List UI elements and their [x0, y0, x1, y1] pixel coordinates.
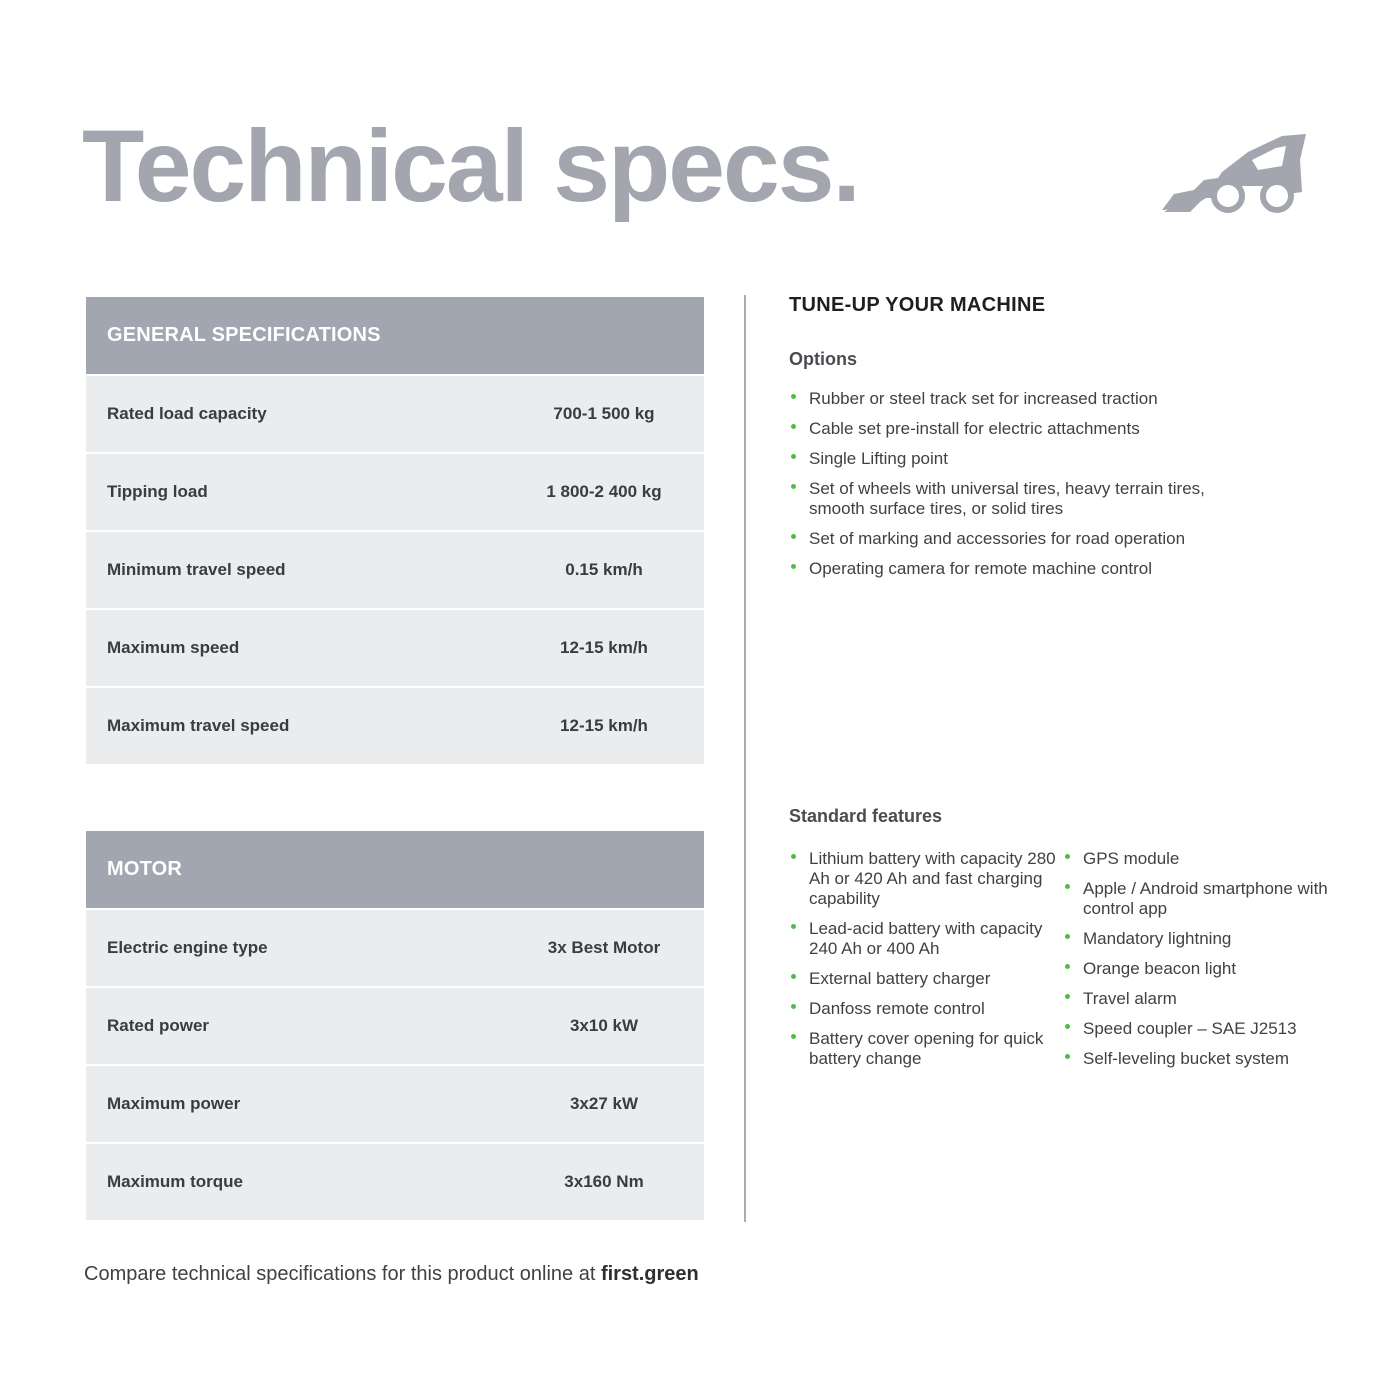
table-heading: GENERAL SPECIFICATIONS	[86, 297, 704, 374]
list-item: Set of wheels with universal tires, heavy terrain tires, smooth surface tires, or solid tires	[789, 479, 1249, 519]
table-row	[86, 532, 704, 608]
options-heading: Options	[789, 349, 857, 369]
spec-value: 3x160 Nm	[564, 1172, 644, 1191]
list-item: Battery cover opening for quick battery change	[789, 1029, 1057, 1069]
table-row	[86, 1066, 704, 1142]
table-row	[86, 610, 704, 686]
list-item: Set of marking and accessories for road operation	[789, 529, 1249, 549]
options-list	[789, 389, 1249, 589]
spec-value: 3x10 kW	[569, 1016, 639, 1035]
table-row	[86, 454, 704, 530]
spec-value: 12-15 km/h	[560, 638, 648, 657]
list-item: Apple / Android smartphone with control app	[1063, 879, 1353, 919]
page-title: Technical specs.	[82, 109, 859, 223]
table-row	[86, 910, 704, 986]
table-row	[86, 688, 704, 764]
list-item: Lithium battery with capacity 280 Ah or 420 Ah and fast charging capability	[789, 849, 1057, 909]
spec-label: Rated load capacity	[107, 404, 267, 423]
spec-value: 3x27 kW	[569, 1094, 639, 1113]
website-link[interactable]: first.green	[600, 1263, 699, 1285]
list-item: Orange beacon light	[1063, 959, 1353, 979]
spec-value: 3x Best Motor	[547, 938, 661, 957]
list-item: Cable set pre-install for electric attachments	[789, 419, 1249, 439]
list-item: Operating camera for remote machine control	[789, 559, 1249, 579]
standard-features-list-right	[1063, 849, 1353, 1079]
column-divider	[744, 295, 746, 1222]
compact-loader-icon	[1160, 132, 1308, 216]
motor-table	[86, 831, 704, 1222]
spec-label: Maximum speed	[107, 638, 240, 657]
tuneup-heading: TUNE-UP YOUR MACHINE	[789, 294, 1046, 316]
table-row	[86, 1144, 704, 1220]
list-item: Single Lifting point	[789, 449, 1249, 469]
list-item: Danfoss remote control	[789, 999, 1057, 1019]
spec-label: Minimum travel speed	[107, 560, 286, 579]
list-item: Lead-acid battery with capacity 240 Ah or 400 Ah	[789, 919, 1057, 959]
spec-label: Electric engine type	[107, 938, 268, 957]
list-item: GPS module	[1063, 849, 1353, 869]
standard-features-list-left	[789, 849, 1057, 1079]
table-row	[86, 376, 704, 452]
table-row	[86, 988, 704, 1064]
list-item: Speed coupler – SAE J2513	[1063, 1019, 1353, 1039]
spec-value: 1 800-2 400 kg	[546, 482, 662, 501]
spec-label: Maximum travel speed	[107, 716, 290, 735]
spec-label: Maximum power	[107, 1094, 241, 1113]
spec-label: Rated power	[107, 1016, 210, 1035]
list-item: Rubber or steel track set for increased traction	[789, 389, 1249, 409]
spec-label: Maximum torque	[107, 1172, 244, 1191]
spec-value: 700-1 500 kg	[553, 404, 655, 423]
footer-text: Compare technical specifications for this product online at	[84, 1263, 601, 1285]
list-item: Self-leveling bucket system	[1063, 1049, 1353, 1069]
spec-value: 0.15 km/h	[565, 560, 643, 579]
standard-features-heading: Standard features	[789, 806, 943, 826]
general-specifications-table	[86, 297, 704, 766]
list-item: External battery charger	[789, 969, 1057, 989]
table-heading: MOTOR	[86, 831, 704, 908]
list-item: Travel alarm	[1063, 989, 1353, 1009]
list-item: Mandatory lightning	[1063, 929, 1353, 949]
spec-label: Tipping load	[107, 482, 208, 501]
spec-value: 12-15 km/h	[560, 716, 648, 735]
footer-note	[84, 1263, 699, 1286]
